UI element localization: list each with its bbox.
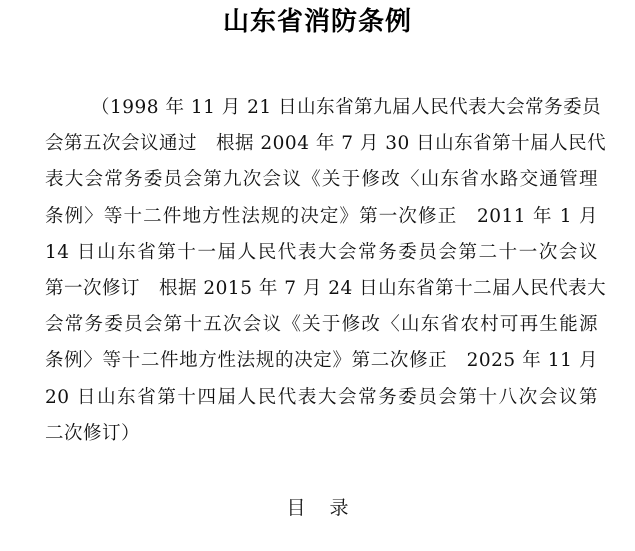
toc-heading-char: 录 [329, 497, 349, 519]
table-of-contents-heading [0, 493, 635, 523]
legislative-history-preamble [45, 92, 607, 454]
preamble-line: 会常务委员会第十五次会议《关于修改〈山东省农村可再生能源 [45, 314, 598, 336]
preamble-line: 20 日山东省第十四届人民代表大会常务委员会第十八次会议第 [45, 386, 598, 408]
preamble-line: 条例〉等十二件地方性法规的决定》第二次修正 2025 年 11 月 [45, 350, 598, 372]
document-title: 山东省消防条例 [222, 7, 412, 37]
preamble-line: 二次修订） [45, 422, 141, 444]
preamble-line: 第一次修订 根据 2015 年 7 月 24 日山东省第十二届人民代表大 [45, 277, 607, 299]
preamble-line: 表大会常务委员会第九次会议《关于修改〈山东省水路交通管理 [45, 169, 598, 191]
toc-heading-char: 目 [286, 497, 306, 519]
preamble-line: （1998 年 11 月 21 日山东省第九届人民代表大会常务委员 [91, 97, 602, 118]
preamble-line: 条例〉等十二件地方性法规的决定》第一次修正 2011 年 1 月 [45, 205, 598, 227]
preamble-line: 会第五次会议通过 根据 2004 年 7 月 30 日山东省第十届人民代 [45, 133, 607, 155]
preamble-line: 14 日山东省第十一届人民代表大会常务委员会第二十一次会议 [45, 241, 598, 263]
